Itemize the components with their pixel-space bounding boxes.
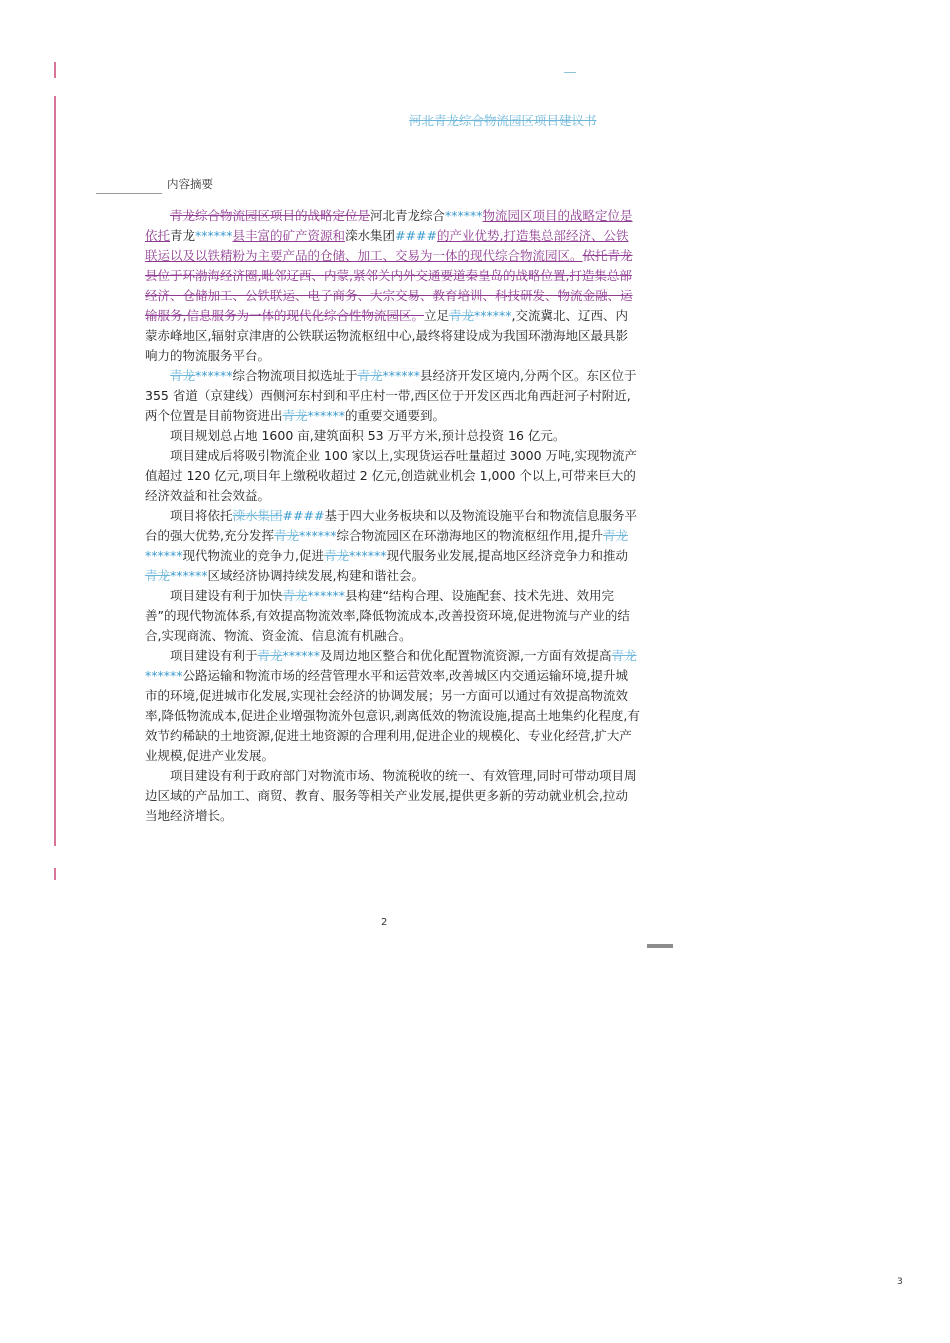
redaction-marker: ****** xyxy=(307,408,346,423)
body-text-run: 的重要交通要到。 xyxy=(345,408,446,423)
body-text-run: 及周边地区整合和优化配置物流资源,一方面有效提高 xyxy=(320,648,612,663)
body-text-run: ,交流冀北、辽西、内蒙赤峰地区,辐射京津唐的公铁联运物流枢纽中心,最终将建设成为我国环渤海地区最具影响力的物流服务平台。 xyxy=(145,308,628,363)
inserted-text: 物流园区项目的战略定位是依托 xyxy=(145,208,633,243)
deleted-text: 依托青龙县位于环渤海经济圈,毗邻辽西、内蒙,紧邻关内外交通要道秦皇岛的战略位置,打造集总部经济、仓储加工、公铁联运、电子商务、大宗交易、教育培训、科技研发、物流金融、运输服务,信息服务为一体的现代化综合性物流园区。 xyxy=(145,248,633,323)
deleted-text: 青龙 xyxy=(357,368,383,383)
body-text-run: 项目建设有利于加快 xyxy=(170,588,283,603)
document-title: 河北青龙综合物流园区项目建议书 xyxy=(409,113,597,128)
redaction-marker: ****** xyxy=(170,568,208,583)
body-text-run: 公路运输和物流市场的经营管理水平和运营效率,改善城区内交通运输环境,提升城市的环境,促进城市化发展,实现社会经济的协调发展；另一方面可以通过有效提高物流效率,降低物流成本,促进企业增强物流外包意识,剥离低效的物流设施,提高土地集约化程度,有效节约稀缺的土地资源,促进土地资源的合理利用,促进企业的规模化、专业化经营,扩大产业规模,促进产业发展。 xyxy=(145,668,640,763)
body-text-run: 青龙 xyxy=(170,228,196,243)
deleted-text: 青龙 xyxy=(170,368,196,383)
body-text-run: 现代服务业发展,提高地区经济竞争力和推动 xyxy=(386,548,628,563)
deleted-text: 滦水集团 xyxy=(232,508,283,523)
paragraph-site-location xyxy=(145,366,640,426)
inserted-text: 县丰富的矿产资源和 xyxy=(232,228,346,243)
deleted-text: 青龙 xyxy=(323,548,349,563)
redaction-marker: ****** xyxy=(299,528,337,543)
deleted-text: 青龙 xyxy=(449,308,475,323)
inserted-text: 的产业优势,打造集总部经济、公铁联运以及以铁精粉为主要产品的仓储、加工、交易为一体的现代综合物流园区。 xyxy=(145,228,629,263)
redaction-marker: ****** xyxy=(195,368,233,383)
redaction-marker: ****** xyxy=(282,648,321,663)
body-text-run: 立足 xyxy=(423,308,449,323)
redaction-marker: ****** xyxy=(474,308,512,323)
deleted-text: 青龙 xyxy=(273,528,299,543)
deleted-text: 青龙 xyxy=(257,648,283,663)
redaction-marker: ****** xyxy=(145,668,183,683)
revision-bar-top xyxy=(54,62,56,78)
deleted-text: 青龙 xyxy=(602,528,628,543)
body-text-run: 滦水集团 xyxy=(345,228,396,243)
paragraph-group-advantages xyxy=(145,506,640,586)
paragraph-government-management: 项目建设有利于政府部门对物流市场、物流税收的统一、有效管理,同时可带动项目周边区域的产品加工、商贸、教育、服务等相关产业发展,提供更多新的劳动就业机会,拉动当地经济增长。 xyxy=(145,768,637,823)
redaction-marker: ****** xyxy=(445,208,483,223)
deleted-text: 青龙 xyxy=(145,568,171,583)
revision-bar-main xyxy=(54,96,56,846)
body-text-run: 基于四大业务板块和以及物流设施平台和物流信息服务平台的强大优势,充分发挥 xyxy=(145,508,637,543)
body-text-run: 现代物流业的竞争力,促进 xyxy=(182,548,324,563)
body-text-run: 综合物流项目拟选址于 xyxy=(232,368,358,383)
body-text-run: 县经济开发区境内,分两个区。东区位于 355 省道（京建线）西侧河东村到和平庄村一带,西区位于开发区西北角西赶河子村附近,两个位置是目前物资进出 xyxy=(145,368,637,423)
redaction-marker: ****** xyxy=(307,588,346,603)
body-text-run: 区域经济协调持续发展,构建和谐社会。 xyxy=(207,568,424,583)
next-page-number: 3 xyxy=(897,1277,903,1287)
body-text-run: 项目将依托 xyxy=(170,508,233,523)
revision-bar-bottom xyxy=(54,868,56,880)
paragraph-expected-benefits: 项目建成后将吸引物流企业 100 家以上,实现货运吞吐量超过 3000 万吨,实现物流产值超过 120 亿元,项目年上缴税收超过 2 亿元,创造就业机会 1,000 个以上,可带来巨大的经济效益和社会效益。 xyxy=(145,448,638,503)
redaction-marker: ****** xyxy=(145,548,183,563)
summary-rule xyxy=(96,193,162,194)
body-text-run: 河北青龙综合 xyxy=(370,208,446,223)
paragraph-resource-integration xyxy=(145,646,640,766)
deleted-text: 青龙 xyxy=(611,648,637,663)
redaction-marker: #### xyxy=(282,508,325,523)
paragraph-strategic-position xyxy=(145,206,640,366)
summary-label: 内容摘要 xyxy=(167,177,213,191)
redaction-marker: ****** xyxy=(382,368,421,383)
redaction-marker: ****** xyxy=(195,228,233,243)
deleted-text: 青龙综合物流园区项目的战略定位是 xyxy=(170,208,371,223)
paragraph-logistics-system xyxy=(145,586,640,646)
page-break-marker xyxy=(647,944,673,948)
page-number: 2 xyxy=(381,917,388,928)
deleted-text: 青龙 xyxy=(282,408,308,423)
redaction-marker: ****** xyxy=(349,548,387,563)
body-text-run: 项目建设有利于 xyxy=(170,648,258,663)
body-text-run: 县构建“结构合理、设施配套、技术先进、效用完善”的现代物流体系,有效提高物流效率,降低物流成本,改善投资环境,促进物流与产业的结合,实现商流、物流、资金流、信息流有机融合。 xyxy=(145,588,630,643)
body-text-run: 综合物流园区在环渤海地区的物流枢纽作用,提升 xyxy=(336,528,603,543)
redaction-marker: #### xyxy=(395,228,437,243)
paragraph-planning-scale: 项目规划总占地 1600 亩,建筑面积 53 万平方米,预计总投资 16 亿元。 xyxy=(170,428,566,443)
deleted-text: 青龙 xyxy=(282,588,308,603)
document-body xyxy=(145,206,640,826)
header-dash-mark xyxy=(564,72,576,73)
